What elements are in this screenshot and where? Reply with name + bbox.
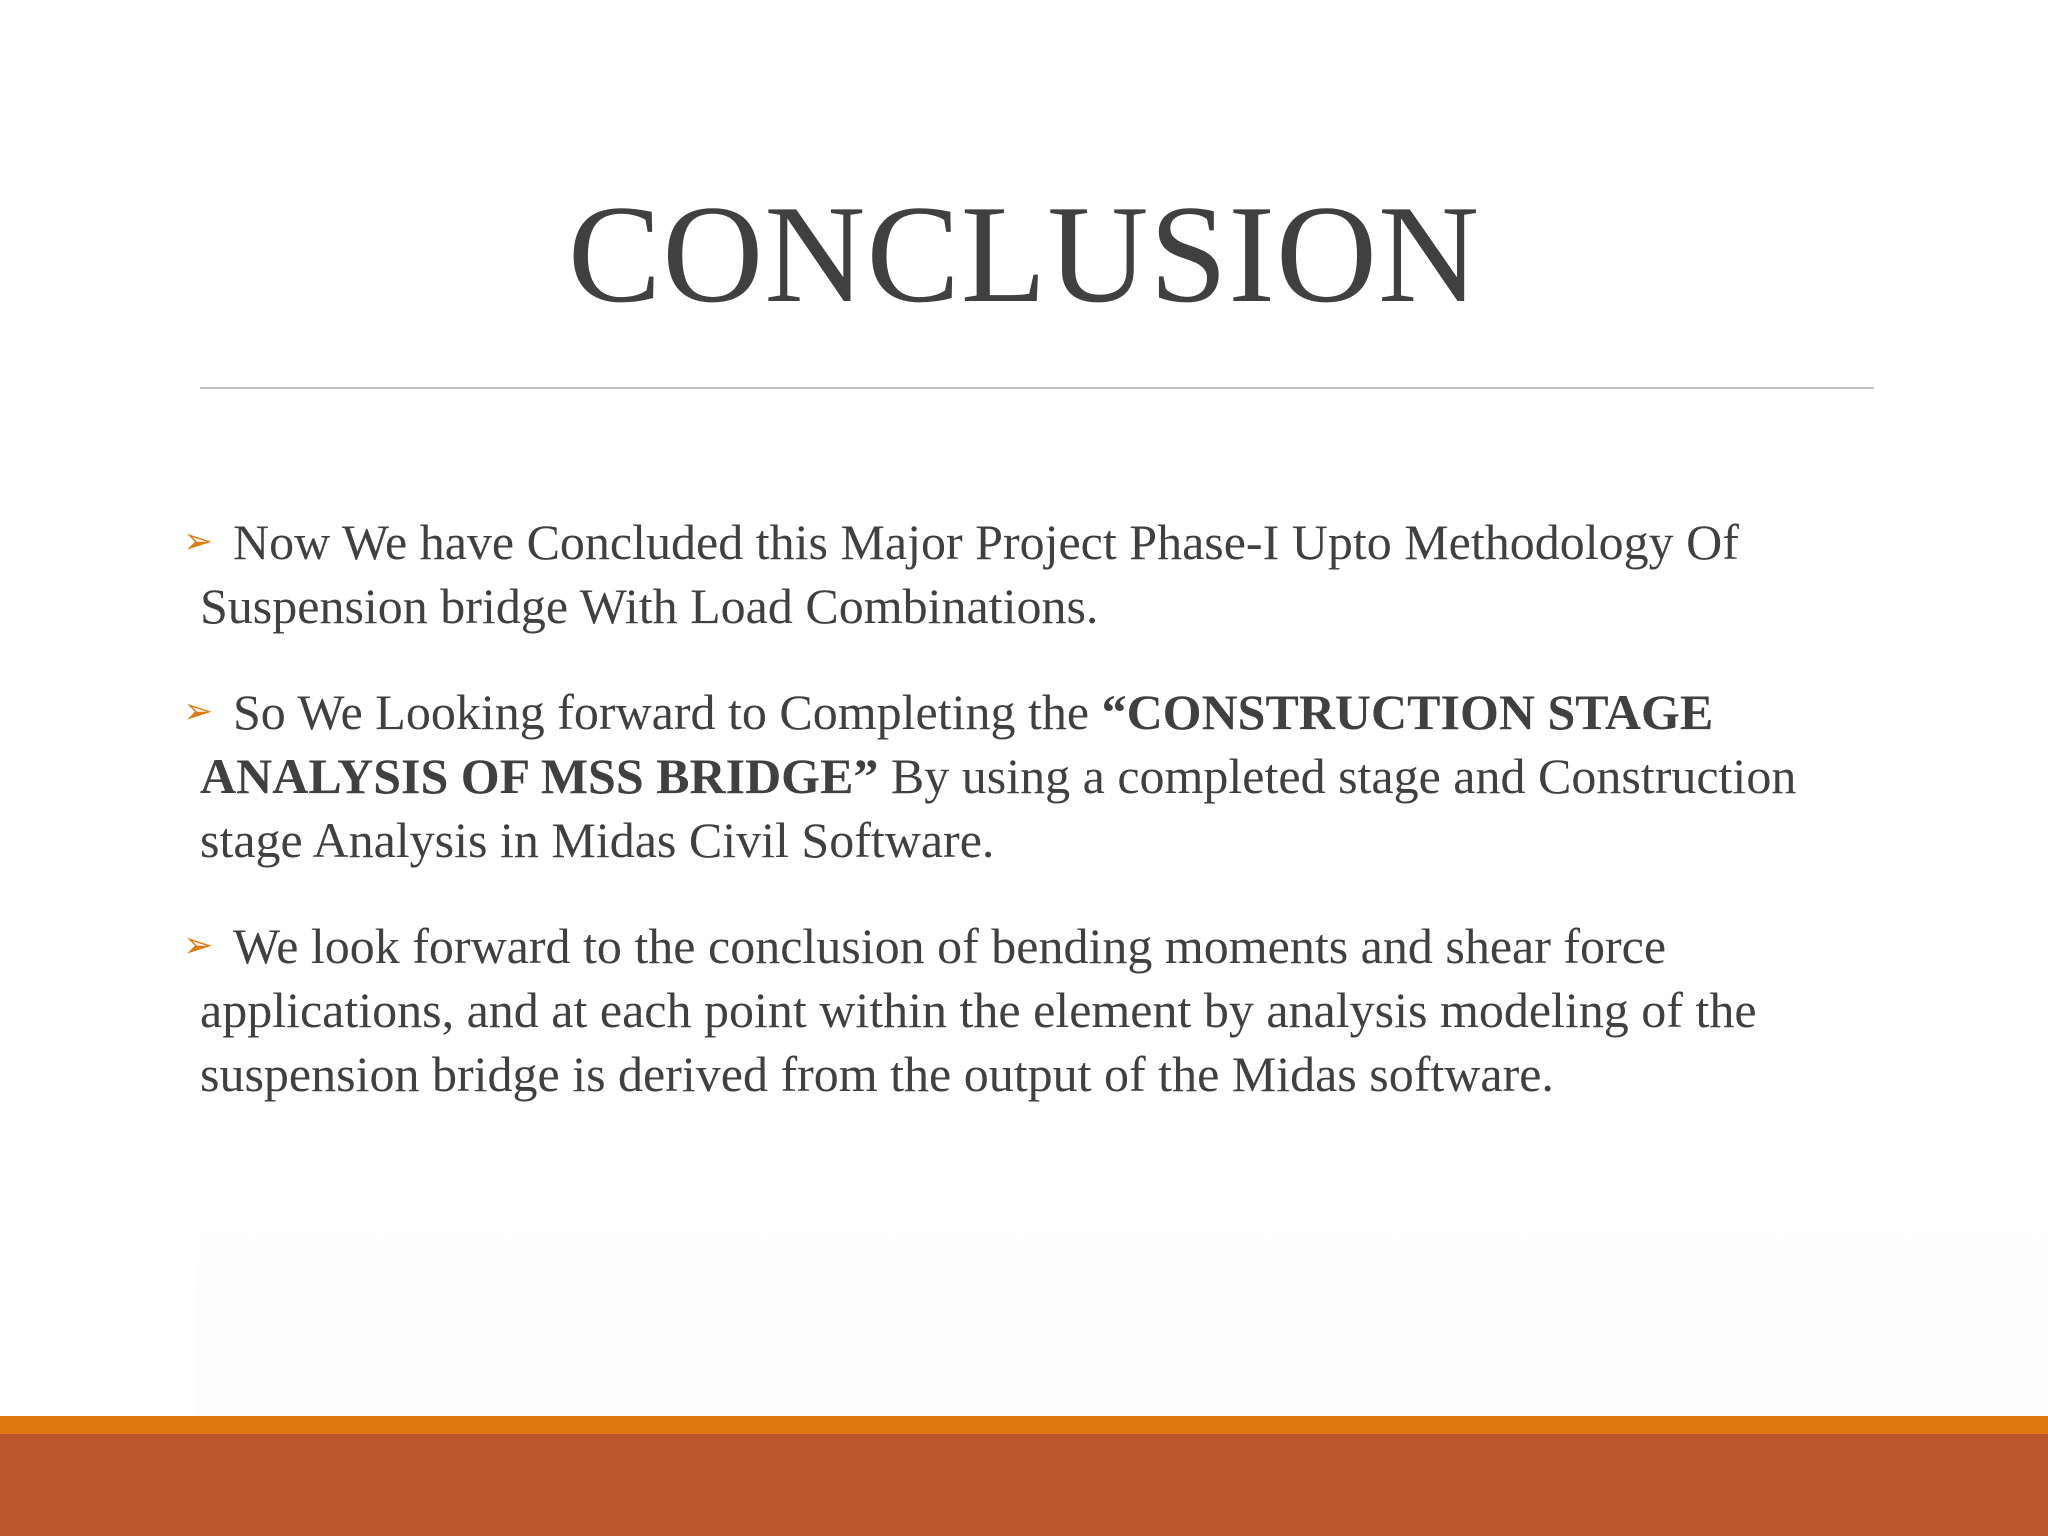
arrowhead-bullet-icon: ➢: [183, 521, 214, 562]
arrowhead-bullet-icon: ➢: [183, 925, 214, 966]
bullet-item-2: [183, 680, 1880, 872]
bullet-item-1: [183, 510, 1880, 638]
bullet-text: We look forward to the conclusion of bending moments and shear force applications, and at each point within the element by analysis modeling of the suspension bridge is derived from the output of the Midas software.: [200, 918, 1757, 1102]
bullet-bold-project-title: “CONSTRUCTION STAGE ANALYSIS OF MSS BRIDGE”: [200, 684, 1714, 804]
footer-accent-bar: [0, 1416, 2048, 1434]
bullet-text-after: By using a completed stage and Construction stage Analysis in Midas Civil Software.: [200, 748, 1797, 868]
slide-title: CONCLUSION: [567, 177, 1481, 332]
bullet-item-3: [183, 914, 1880, 1106]
footer-bar: [0, 1434, 2048, 1536]
bullet-text: Now We have Concluded this Major Project Phase-I Upto Methodology Of Suspension bridge With Load Combinations.: [200, 514, 1739, 634]
title-divider: [200, 387, 1874, 389]
bullet-text-before: So We Looking forward to Completing the: [233, 684, 1102, 740]
arrowhead-bullet-icon: ➢: [183, 691, 214, 732]
bullet-list: [183, 510, 1880, 1148]
